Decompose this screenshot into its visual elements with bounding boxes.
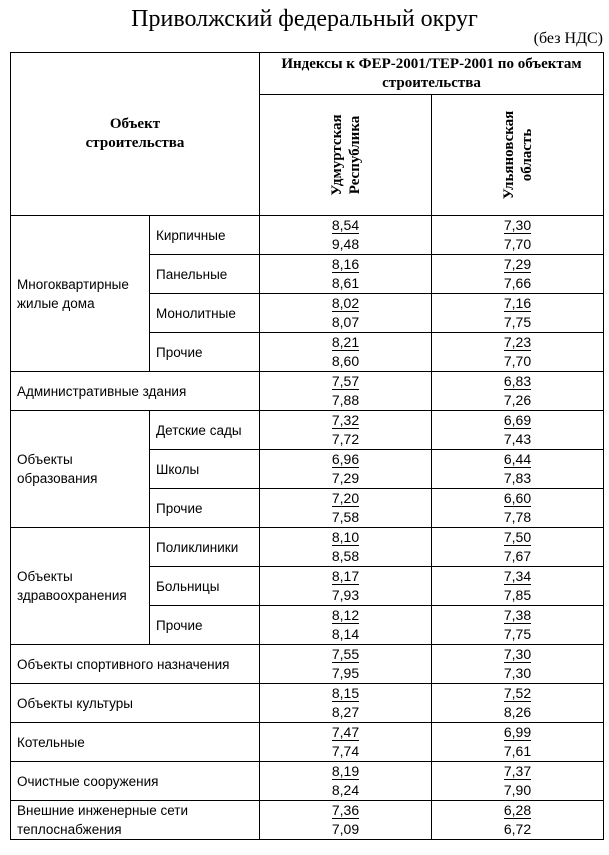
- index-value-lower: [260, 508, 431, 527]
- value-ulyanovsk: [432, 762, 604, 801]
- lower-value-text: 8,07: [331, 314, 360, 330]
- object-subtype: Прочие: [150, 333, 260, 372]
- lower-value-text: 7,83: [503, 470, 532, 486]
- object-subtype: Монолитные: [150, 294, 260, 333]
- upper-value-text: 8,02: [331, 295, 360, 311]
- upper-value-text: 7,55: [331, 646, 360, 662]
- index-value-lower: [432, 430, 603, 449]
- upper-value-text: 7,30: [503, 217, 532, 233]
- table-row: [11, 216, 604, 255]
- index-value-upper: [432, 723, 603, 742]
- index-value-upper: [432, 762, 603, 781]
- table-row: [11, 801, 604, 840]
- upper-value-text: 8,16: [331, 256, 360, 272]
- header-region-udmurtia-label: [328, 95, 364, 215]
- object-subtype: Поликлиники: [150, 528, 260, 567]
- index-value-upper: [260, 489, 431, 508]
- index-value-upper: [432, 216, 603, 235]
- index-value-lower: [260, 742, 431, 761]
- upper-value-text: 7,23: [503, 334, 532, 350]
- object-category: Объекты здравоохранения: [11, 528, 150, 645]
- index-value-lower: [432, 235, 603, 254]
- value-udmurtia: [260, 606, 432, 645]
- index-value-lower: [432, 547, 603, 566]
- lower-value-text: 8,58: [331, 548, 360, 564]
- upper-value-text: 8,10: [331, 529, 360, 545]
- value-udmurtia: [260, 528, 432, 567]
- lower-value-text: 7,74: [331, 743, 360, 759]
- lower-value-text: 7,30: [503, 665, 532, 681]
- lower-value-text: 7,09: [331, 821, 360, 837]
- object-category: Котельные: [11, 723, 260, 762]
- upper-value-text: 8,12: [331, 607, 360, 623]
- value-udmurtia: [260, 645, 432, 684]
- upper-value-text: 7,57: [331, 373, 360, 389]
- table-row: [11, 411, 604, 450]
- lower-value-text: 7,75: [503, 626, 532, 642]
- upper-value-text: 7,20: [331, 490, 360, 506]
- header-indices: Индексы к ФЕР-2001/ТЕР-2001 по объектам строительства: [260, 53, 604, 95]
- index-value-upper: [432, 372, 603, 391]
- value-udmurtia: [260, 411, 432, 450]
- index-value-lower: [432, 352, 603, 371]
- value-ulyanovsk: [432, 255, 604, 294]
- index-value-lower: [260, 430, 431, 449]
- upper-value-text: 6,96: [331, 451, 360, 467]
- upper-value-text: 6,99: [503, 724, 532, 740]
- index-value-lower: [260, 313, 431, 332]
- lower-value-text: 7,26: [503, 392, 532, 408]
- index-value-upper: [260, 801, 431, 820]
- header-region-ulyanovsk: [432, 95, 604, 216]
- lower-value-text: 7,70: [503, 236, 532, 252]
- upper-value-text: 7,34: [503, 568, 532, 584]
- index-value-lower: [260, 781, 431, 800]
- index-value-upper: [432, 645, 603, 664]
- index-value-upper: [260, 216, 431, 235]
- index-value-lower: [260, 274, 431, 293]
- index-value-lower: [432, 781, 603, 800]
- lower-value-text: 7,66: [503, 275, 532, 291]
- index-value-upper: [432, 801, 603, 820]
- object-category: Объекты спортивного назначения: [11, 645, 260, 684]
- upper-value-text: 7,36: [331, 802, 360, 818]
- lower-value-text: 8,24: [331, 782, 360, 798]
- index-value-upper: [260, 528, 431, 547]
- index-value-upper: [432, 684, 603, 703]
- index-value-upper: [432, 255, 603, 274]
- value-udmurtia: [260, 762, 432, 801]
- value-ulyanovsk: [432, 528, 604, 567]
- upper-value-text: 8,15: [331, 685, 360, 701]
- header-region-ulyanovsk-label: [500, 100, 536, 210]
- index-value-upper: [432, 567, 603, 586]
- index-value-lower: [260, 586, 431, 605]
- upper-value-text: 7,38: [503, 607, 532, 623]
- upper-value-text: 6,60: [503, 490, 532, 506]
- upper-value-text: 6,44: [503, 451, 532, 467]
- lower-value-text: 7,78: [503, 509, 532, 525]
- index-value-upper: [432, 333, 603, 352]
- index-value-lower: [432, 391, 603, 410]
- table-row: [11, 528, 604, 567]
- index-value-upper: [260, 333, 431, 352]
- lower-value-text: 7,95: [331, 665, 360, 681]
- table-body: [11, 216, 604, 840]
- index-value-lower: [432, 664, 603, 683]
- index-table: [10, 52, 604, 840]
- upper-value-text: 7,30: [503, 646, 532, 662]
- index-value-lower: [432, 820, 603, 839]
- object-subtype: Панельные: [150, 255, 260, 294]
- upper-value-text: 6,83: [503, 373, 532, 389]
- upper-value-text: 7,16: [503, 295, 532, 311]
- object-subtype: Детские сады: [150, 411, 260, 450]
- table-row: [11, 762, 604, 801]
- value-udmurtia: [260, 567, 432, 606]
- index-value-lower: [432, 586, 603, 605]
- region1-text: Удмуртская Республика: [328, 114, 363, 196]
- value-ulyanovsk: [432, 723, 604, 762]
- value-udmurtia: [260, 489, 432, 528]
- lower-value-text: 7,85: [503, 587, 532, 603]
- index-value-upper: [260, 645, 431, 664]
- object-category: Объекты образования: [11, 411, 150, 528]
- lower-value-text: 7,90: [503, 782, 532, 798]
- upper-value-text: 7,47: [331, 724, 360, 740]
- header-region-udmurtia: [260, 95, 432, 216]
- value-udmurtia: [260, 450, 432, 489]
- index-value-lower: [260, 352, 431, 371]
- index-value-lower: [260, 469, 431, 488]
- index-value-upper: [432, 489, 603, 508]
- value-ulyanovsk: [432, 216, 604, 255]
- index-value-lower: [260, 703, 431, 722]
- value-ulyanovsk: [432, 567, 604, 606]
- index-value-upper: [260, 684, 431, 703]
- index-value-upper: [260, 411, 431, 430]
- value-udmurtia: [260, 216, 432, 255]
- value-ulyanovsk: [432, 489, 604, 528]
- value-udmurtia: [260, 294, 432, 333]
- object-category: Очистные сооружения: [11, 762, 260, 801]
- object-category: Объекты культуры: [11, 684, 260, 723]
- index-value-lower: [432, 742, 603, 761]
- index-value-upper: [260, 606, 431, 625]
- value-ulyanovsk: [432, 294, 604, 333]
- lower-value-text: 7,67: [503, 548, 532, 564]
- object-subtype: Больницы: [150, 567, 260, 606]
- object-subtype: Прочие: [150, 489, 260, 528]
- lower-value-text: 7,58: [331, 509, 360, 525]
- index-value-lower: [432, 508, 603, 527]
- value-ulyanovsk: [432, 333, 604, 372]
- object-category: Административные здания: [11, 372, 260, 411]
- upper-value-text: 7,29: [503, 256, 532, 272]
- value-ulyanovsk: [432, 411, 604, 450]
- page-title: Приволжский федеральный округ: [131, 6, 478, 32]
- index-value-upper: [260, 450, 431, 469]
- lower-value-text: 7,93: [331, 587, 360, 603]
- index-value-lower: [260, 235, 431, 254]
- lower-value-text: 7,88: [331, 392, 360, 408]
- index-value-upper: [432, 528, 603, 547]
- object-category: Внешние инженерные сети теплоснабжения: [11, 801, 260, 840]
- index-value-lower: [432, 703, 603, 722]
- lower-value-text: 7,43: [503, 431, 532, 447]
- index-value-lower: [432, 469, 603, 488]
- object-subtype: Прочие: [150, 606, 260, 645]
- upper-value-text: 7,50: [503, 529, 532, 545]
- upper-value-text: 7,52: [503, 685, 532, 701]
- lower-value-text: 8,14: [331, 626, 360, 642]
- table-row: [11, 684, 604, 723]
- value-udmurtia: [260, 255, 432, 294]
- upper-value-text: 8,54: [331, 217, 360, 233]
- upper-value-text: 7,32: [331, 412, 360, 428]
- value-ulyanovsk: [432, 450, 604, 489]
- region2-text: Ульяновская область: [500, 110, 535, 200]
- table-row: [11, 645, 604, 684]
- vat-note: (без НДС): [533, 30, 603, 47]
- index-value-lower: [432, 313, 603, 332]
- index-value-lower: [432, 625, 603, 644]
- lower-value-text: 7,70: [503, 353, 532, 369]
- lower-value-text: 7,75: [503, 314, 532, 330]
- value-udmurtia: [260, 333, 432, 372]
- lower-value-text: 7,72: [331, 431, 360, 447]
- index-value-upper: [260, 567, 431, 586]
- table-row: [11, 723, 604, 762]
- header-object-label: Объект строительства: [85, 116, 185, 151]
- value-udmurtia: [260, 684, 432, 723]
- index-value-upper: [260, 723, 431, 742]
- lower-value-text: 8,60: [331, 353, 360, 369]
- lower-value-text: 8,27: [331, 704, 360, 720]
- index-value-upper: [432, 450, 603, 469]
- lower-value-text: 7,29: [331, 470, 360, 486]
- upper-value-text: 6,28: [503, 802, 532, 818]
- lower-value-text: 7,61: [503, 743, 532, 759]
- index-value-upper: [432, 411, 603, 430]
- index-value-lower: [260, 391, 431, 410]
- object-subtype: Школы: [150, 450, 260, 489]
- index-value-upper: [432, 294, 603, 313]
- lower-value-text: 9,48: [331, 236, 360, 252]
- value-udmurtia: [260, 723, 432, 762]
- upper-value-text: 6,69: [503, 412, 532, 428]
- index-value-lower: [260, 664, 431, 683]
- header-object: [11, 53, 260, 216]
- index-value-lower: [260, 625, 431, 644]
- index-value-upper: [260, 372, 431, 391]
- value-udmurtia: [260, 801, 432, 840]
- lower-value-text: 6,72: [503, 821, 532, 837]
- value-udmurtia: [260, 372, 432, 411]
- value-ulyanovsk: [432, 372, 604, 411]
- upper-value-text: 7,37: [503, 763, 532, 779]
- object-category: Многоквартирные жилые дома: [11, 216, 150, 372]
- index-value-upper: [260, 294, 431, 313]
- upper-value-text: 8,19: [331, 763, 360, 779]
- value-ulyanovsk: [432, 684, 604, 723]
- lower-value-text: 8,61: [331, 275, 360, 291]
- index-value-lower: [260, 820, 431, 839]
- upper-value-text: 8,17: [331, 568, 360, 584]
- index-value-lower: [432, 274, 603, 293]
- index-value-upper: [260, 255, 431, 274]
- table-row: [11, 372, 604, 411]
- lower-value-text: 8,26: [503, 704, 532, 720]
- index-value-upper: [432, 606, 603, 625]
- index-value-lower: [260, 547, 431, 566]
- index-value-upper: [260, 762, 431, 781]
- upper-value-text: 8,21: [331, 334, 360, 350]
- value-ulyanovsk: [432, 645, 604, 684]
- value-ulyanovsk: [432, 606, 604, 645]
- object-subtype: Кирпичные: [150, 216, 260, 255]
- value-ulyanovsk: [432, 801, 604, 840]
